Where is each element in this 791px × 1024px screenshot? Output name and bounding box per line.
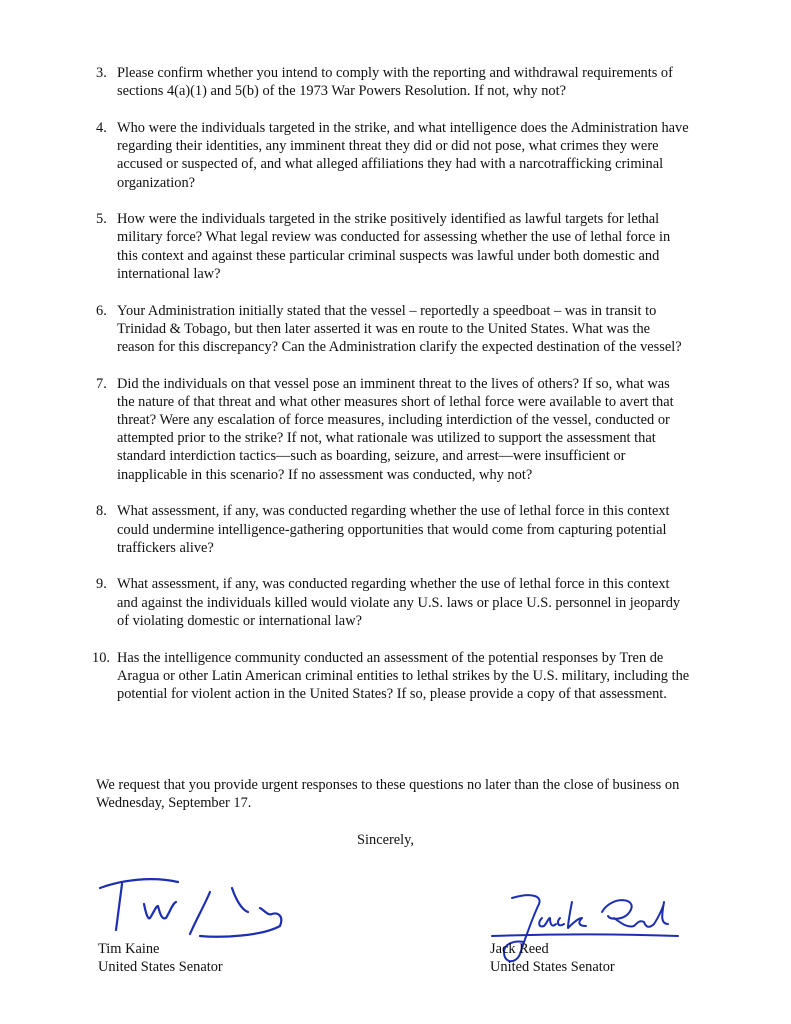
item-text: Your Administration initially stated that the vessel – reportedly a speedboat – was in transit to Trinidad & Tobago, but then later asserted it was en route to the United States. What was the reason for this discrepancy? Can the Administration clarify the expected destination of the vessel? <box>117 302 682 355</box>
list-item <box>96 210 690 283</box>
list-item <box>96 502 690 557</box>
sign-off: Sincerely, <box>357 832 415 848</box>
item-text: What assessment, if any, was conducted regarding whether the use of lethal force in this context and against the individuals killed would violate any U.S. laws or place U.S. personnel in jeopardy of violating domestic or international law? <box>117 576 681 629</box>
signatory-title: United States Senator <box>490 959 615 976</box>
question-list <box>92 64 690 722</box>
item-number: 5. <box>96 211 107 228</box>
list-item <box>96 64 690 100</box>
list-item <box>96 575 690 630</box>
item-number: 8. <box>96 503 107 520</box>
item-number: 7. <box>96 375 107 392</box>
item-text: Has the intelligence community conducted an assessment of the potential responses by Tren de Aragua or other Latin American criminal entities to lethal strikes by the U.S. military, including the potential for violent action in the United States? If so, please provide a copy of that assessment. <box>117 649 690 702</box>
item-number: 4. <box>96 119 107 136</box>
signature-block-kaine <box>98 940 223 976</box>
item-number: 10. <box>92 649 110 666</box>
item-text: Please confirm whether you intend to comply with the reporting and withdrawal requirements of sections 4(a)(1) and 5(b) of the 1973 War Powers Resolution. If not, why not? <box>117 65 673 100</box>
signatory-name: Jack Reed <box>490 941 549 957</box>
list-item <box>96 375 690 484</box>
item-number: 6. <box>96 302 107 319</box>
signatory-name: Tim Kaine <box>98 941 160 957</box>
list-item <box>92 649 690 704</box>
item-text: What assessment, if any, was conducted regarding whether the use of lethal force in this context could undermine intelligence-gathering opportunities that would come from capturing potential traffickers alive? <box>117 503 670 556</box>
signature-image-kaine <box>92 870 292 942</box>
item-number: 9. <box>96 576 107 593</box>
item-number: 3. <box>96 65 107 81</box>
list-item <box>96 119 690 192</box>
item-text: Who were the individuals targeted in the strike, and what intelligence does the Administration have regarding their identities, any imminent threat they did or did not pose, what crimes they were accused or suspected of, and what alleged affiliations they had with a narcotrafficking criminal organization? <box>117 119 689 191</box>
item-text: How were the individuals targeted in the strike positively identified as lawful targets for lethal military force? What legal review was conducted for assessing whether the use of lethal force in this context and against these particular criminal suspects was lawful under both domestic and international law? <box>117 211 671 282</box>
item-text: Did the individuals on that vessel pose an imminent threat to the lives of others? If so, what was the nature of that threat and what other measures short of lethal force were available to avert that threat? Were any escalation of force measures, including interdiction of the vessel, conducted or attempted prior to the strike? If not, what rationale was utilized to support the assessment that standard interdiction tactics—such as boarding, seizure, and arrest—were insufficient or inapplicable in this scenario? If no assessment was conducted, why not? <box>117 375 674 483</box>
list-item <box>96 302 690 357</box>
closing-paragraph: We request that you provide urgent responses to these questions no later than the close of business on Wednesday, September 17. <box>96 777 680 812</box>
signature-block-reed <box>490 940 615 976</box>
signatory-title: United States Senator <box>98 959 223 976</box>
